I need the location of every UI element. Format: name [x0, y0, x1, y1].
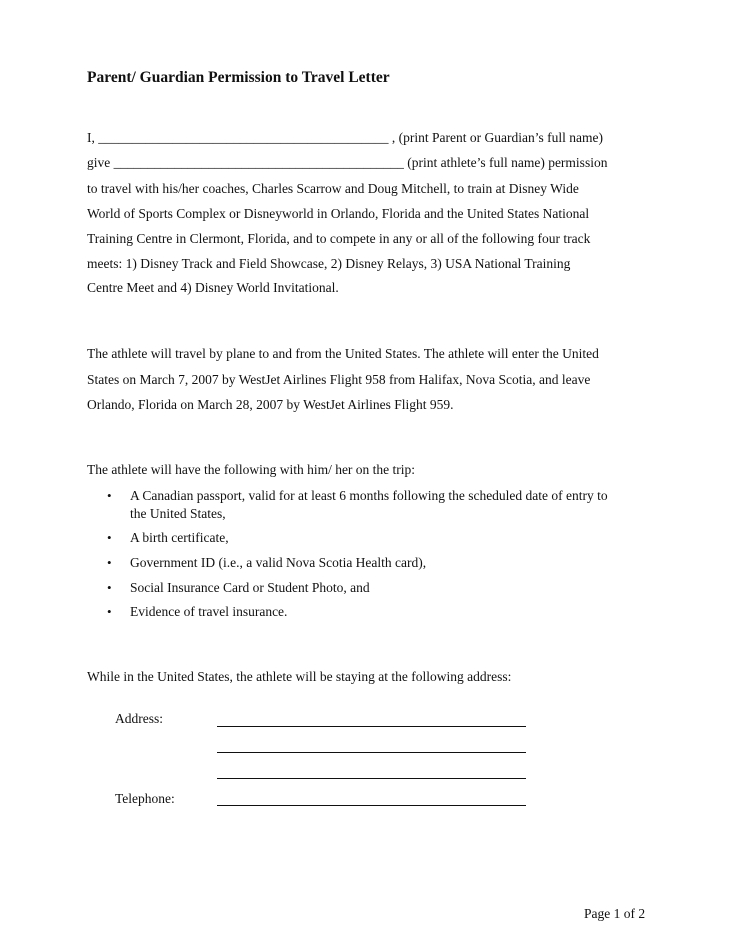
paragraph2-line-1: The athlete will travel by plane to and from the United States. The athlete will enter the United: [87, 346, 599, 361]
document-title: Parent/ Guardian Permission to Travel Letter: [87, 69, 390, 86]
list-item-text: A birth certificate,: [130, 530, 229, 545]
bullet-icon: •: [107, 580, 112, 595]
list-item: [87, 529, 667, 547]
paragraph2-line-2: States on March 7, 2007 by WestJet Airlines Flight 958 from Halifax, Nova Scotia, and leave: [87, 372, 591, 387]
bullet-icon: •: [107, 488, 112, 503]
paragraph1-line-1: I, ___________________________________________ , (print Parent or Guardian’s full name): [87, 130, 603, 145]
paragraph1-line-7: Centre Meet and 4) Disney World Invitational.: [87, 280, 339, 295]
address-field-line-2[interactable]: [217, 752, 526, 753]
bullet-icon: •: [107, 555, 112, 570]
list-item-text: Evidence of travel insurance.: [130, 604, 288, 619]
list-item: [87, 579, 667, 597]
paragraph2-line-3: Orlando, Florida on March 28, 2007 by WestJet Airlines Flight 959.: [87, 397, 454, 412]
paragraph1-line-6: meets: 1) Disney Track and Field Showcase, 2) Disney Relays, 3) USA National Training: [87, 256, 571, 271]
list-item-text: [130, 487, 660, 523]
page-number: Page 1 of 2: [584, 906, 646, 921]
bullet-icon: •: [107, 604, 112, 619]
bullet-icon: •: [107, 530, 112, 545]
list-item-text: Social Insurance Card or Student Photo, and: [130, 580, 370, 595]
paragraph4: While in the United States, the athlete will be staying at the following address:: [87, 669, 512, 684]
list-item-line: A Canadian passport, valid for at least 6 months following the scheduled date of entry to: [130, 488, 608, 503]
paragraph1-line-5: Training Centre in Clermont, Florida, and to compete in any or all of the following four track: [87, 231, 591, 246]
list-item: [87, 554, 667, 572]
address-field-line-3[interactable]: [217, 778, 526, 779]
list-item-line: the United States,: [130, 506, 226, 521]
list-item: [87, 487, 667, 523]
address-label: Address:: [115, 711, 163, 726]
telephone-field-line[interactable]: [217, 805, 526, 806]
address-field-line-1[interactable]: [217, 726, 526, 727]
paragraph1-line-2: give ___________________________________________ (print athlete’s full name) permission: [87, 155, 608, 170]
paragraph1-line-3: to travel with his/her coaches, Charles Scarrow and Doug Mitchell, to train at Disney Wide: [87, 181, 579, 196]
list-item-text: Government ID (i.e., a valid Nova Scotia Health card),: [130, 555, 427, 570]
paragraph3-intro: The athlete will have the following with him/ her on the trip:: [87, 462, 416, 477]
paragraph1-line-4: World of Sports Complex or Disneyworld in Orlando, Florida and the United States National: [87, 206, 590, 221]
telephone-label: Telephone:: [115, 791, 175, 806]
list-item: [87, 603, 667, 621]
